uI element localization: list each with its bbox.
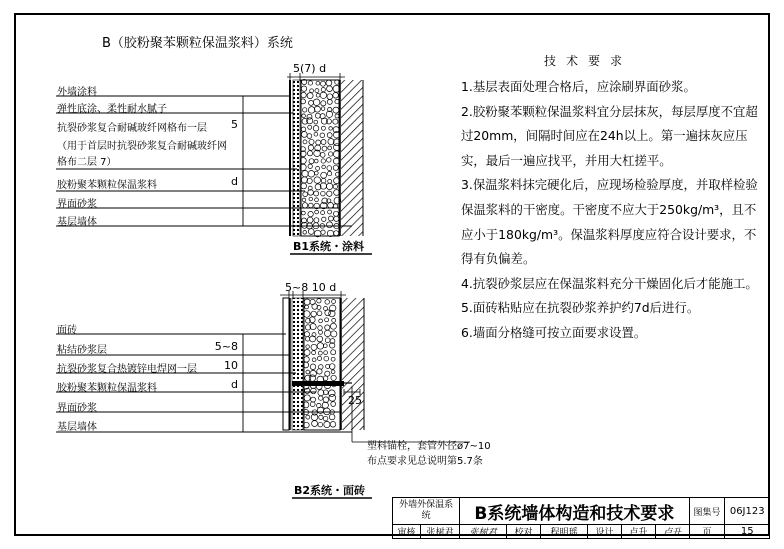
b2-anchor-note-1: 塑料锚栓，套管外径ø7~10 [367, 441, 491, 452]
b2-layer-label: 基层墙体 [57, 422, 97, 433]
b2-layer-label: 界面砂浆 [57, 403, 97, 414]
tb-designer: 卢升 [621, 525, 655, 539]
tb-design-label: 设计 [588, 525, 622, 539]
requirements-list [461, 75, 761, 346]
b1-layer-thickness: 5 [231, 118, 238, 131]
b1-layer-label: 基层墙体 [57, 217, 97, 228]
requirements-title: 技术要求 [544, 54, 633, 68]
b1-layer-label: 弹性底涂、柔性耐水腻子 [57, 104, 167, 115]
b2-layer-label: 面砖 [57, 325, 77, 336]
tb-atlas-label: 图集号 [689, 498, 725, 525]
tb-checker: 程明瑶 [541, 525, 588, 539]
b1-layer-label: 胶粉聚苯颗粒保温浆料 [57, 180, 157, 191]
b2-layer-thickness: 10 [224, 359, 238, 372]
b2-dimension-label: 5~8 10 d [285, 281, 337, 294]
requirement-item: 3.保温浆料抹完硬化后，应现场检验厚度，并取样检验保温浆料的干密度。干密度不应大于250kg/m³，且不应小于180kg/m³。保温浆料厚度应符合设计要求，不得有负偏差。 [461, 177, 758, 267]
drawing-heading: B（胶粉聚苯颗粒保温浆料）系统 [102, 36, 293, 51]
b2-anchor-dimension: 25 [348, 394, 362, 407]
tb-page-no: 15 [725, 525, 770, 539]
tb-page-label: 页 [689, 525, 725, 539]
b2-layer-thickness: 5~8 [214, 340, 238, 353]
b1-dimension-label: 5(7) d [293, 62, 327, 75]
b2-anchor-note-2: 布点要求见总说明第5.7条 [367, 456, 483, 467]
b1-layer-label: 抗裂砂浆复合耐碱玻纤网格布一层 [57, 123, 207, 134]
b2-layer-label: 抗裂砂浆复合热镀锌电焊网一层 [57, 364, 197, 375]
b2-layer-thickness: d [231, 378, 238, 391]
requirement-item: 1.基层表面处理合格后，应涂刷界面砂浆。 [461, 79, 696, 94]
tb-check-label: 校对 [507, 525, 541, 539]
tb-drawing-title: B系统墙体构造和技术要求 [460, 498, 689, 525]
b1-layer-label: 界面砂浆 [57, 199, 97, 210]
b1-layer-label: 外墙涂料 [57, 87, 97, 98]
title-block [392, 497, 770, 539]
b2-layer-label: 粘结砂浆层 [57, 345, 107, 356]
requirement-item: 6.墙面分格缝可按立面要求设置。 [461, 324, 647, 340]
requirement-item: 2.胶粉聚苯颗粒保温浆料宜分层抹灰，每层厚度不宜超过20mm，间隔时间应在24h以上。第一遍抹灰应压实，最后一遍应找平，并用大杠搓平。 [461, 103, 758, 168]
b1-caption: B1系统・涂料 [293, 240, 365, 253]
b2-layer-label: 胶粉聚苯颗粒保温浆料 [57, 383, 157, 394]
requirement-item: 5.面砖粘贴应在抗裂砂浆养护约7d后进行。 [461, 300, 700, 316]
tb-reviewer-signature: 张树君 [460, 525, 507, 539]
tb-reviewer: 张树君 [421, 525, 460, 539]
b1-layer-label: （用于首层时抗裂砂浆复合耐碱玻纤网 [57, 141, 227, 152]
b1-layer-label: 格布二层 7） [57, 157, 117, 168]
tb-designer-signature: 卢升 [655, 525, 689, 539]
b2-caption: B2系统・面砖 [294, 484, 366, 497]
b1-layer-thickness: d [231, 175, 238, 188]
tb-review-label: 审核 [393, 525, 421, 539]
requirement-item: 4.抗裂砂浆层应在保温浆料充分干燥固化后才能施工。 [461, 275, 758, 291]
tb-atlas-no: 06J123 [725, 498, 770, 525]
tb-category: 外墙外保温系统 [393, 498, 460, 525]
